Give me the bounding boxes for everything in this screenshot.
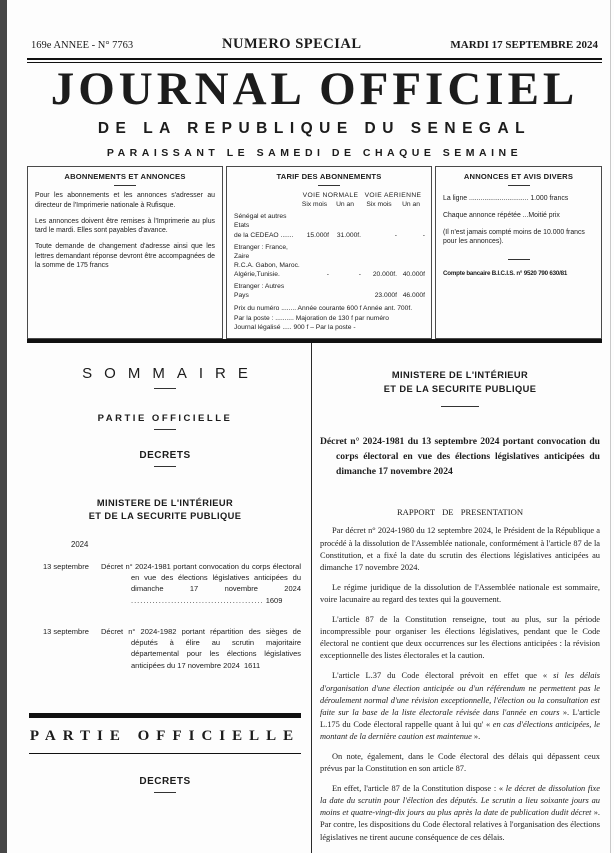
article-ministry-heading: MINISTERE DE L'INTÉRIEUR ET DE LA SECURITE PUBLIQUE xyxy=(383,370,537,394)
divider-dash xyxy=(154,792,176,793)
article-paragraph: Par décret n° 2024-1980 du 12 septembre 2024, le Président de la République a procédé à la dissolution de l'Assemblée nationale, conformément à l'article 87 de la Constitution, et a fixé la date du scrutin des élections législatives anticipées au dimanche 17 novembre 2024. xyxy=(320,526,600,572)
divider-dash xyxy=(508,185,530,186)
divider-dash xyxy=(441,406,479,407)
abonnements-paragraph: Toute demande de changement d'adresse ainsi que les lettres demandant réponse devront être accompagnées de la somme de 175 francs xyxy=(35,242,215,270)
col-voie-normale: VOIE NORMALE xyxy=(302,192,359,200)
tarif-row xyxy=(234,212,424,239)
divider-dash xyxy=(318,185,340,186)
issue-date: MARDI 17 SEPTEMBRE 2024 xyxy=(450,39,598,51)
tarif-box xyxy=(226,166,432,339)
tarif-value: 20.000f. xyxy=(372,270,397,278)
sub-six-mois: Six mois xyxy=(366,201,392,209)
journal-subtitle: DE LA REPUBLIQUE DU SENEGAL xyxy=(97,120,532,138)
entry-text: Décret n° 2024-1981 portant convocation du corps électoral en vue des élections législatives anticipées du dimanche 17 novembre 2024 ........................................... 1609 xyxy=(101,561,301,605)
journal-tagline: PARAISSANT LE SAMEDI DE CHAQUE SEMAINE xyxy=(106,147,523,160)
partie-officielle-label: PARTIE OFFICIELLE xyxy=(97,413,233,425)
annonces-line: Chaque annonce répétée ...Moitié prix xyxy=(443,212,560,219)
bank-account-line: Compte bancaire B.I.C.I.S. n° 9520 790 630/81 xyxy=(443,269,568,277)
tarif-column-headers xyxy=(234,191,424,209)
decree-title: Décret n° 2024-1981 du 13 septembre 2024 portant convocation du corps électoral en vue des élections législatives anticipées du dimanche 17 novembre 2024 xyxy=(320,435,600,477)
tarif-title: TARIF DES ABONNEMENTS xyxy=(276,172,382,182)
sub-un-an: Un an xyxy=(402,201,420,209)
article-paragraph: L'article L.37 du Code électoral prévoit en effet que « si les délais d'organisation d'une élection anticipée ou d'un référendum ne permettent pas le déroulement normal d'une révision exceptionnelle, l'élection ou la consultation est faite sur la base de la liste électorale révisée dans l'année en cours ». L'article L.175 du Code électoral rappelle quant à lui qu' « en cas d'élections anticipées, le montant de la dernière caution est maintenue ». xyxy=(320,671,601,741)
tarif-value: - xyxy=(326,270,329,278)
tarif-extra-line: Par la poste : .......... Majoration de 130 f par numéro xyxy=(234,314,390,322)
info-boxes-row xyxy=(27,166,602,339)
article-paragraph: Le régime juridique de la dissolution de l'Assemblée nationale est sommaire, voire lacunaire au regard des textes qui la gouvernent. xyxy=(320,582,600,604)
scan-edge-right xyxy=(610,0,611,853)
tarif-row xyxy=(234,282,424,300)
sommaire-entry xyxy=(29,626,301,671)
article-paragraph: On note, également, dans le Code électoral des délais qui dépassent ceux prévus par la Constitution en son article 87. xyxy=(320,751,600,774)
abonnements-paragraph: Pour les abonnements et les annonces s'adresser au directeur de l'Imprimerie nationale à Rufisque. xyxy=(35,192,215,209)
sommaire-ministry-heading: MINISTERE DE L'INTÉRIEUR ET DE LA SECURITE PUBLIQUE xyxy=(88,498,242,522)
abonnements-paragraph: Les annonces doivent être remises à l'Imprimerie au plus tard le mardi. Elles sont payables d'avance. xyxy=(35,217,215,235)
tarif-value: 31.000f. xyxy=(336,231,361,239)
annonces-line: La ligne ............................... 1.000 francs xyxy=(443,195,569,203)
col-voie-aerienne: VOIE AERIENNE xyxy=(364,192,422,200)
divider-dash xyxy=(154,429,176,430)
rapport-presentation-heading: RAPPORT DE PRESENTATION xyxy=(396,507,524,518)
article-column xyxy=(312,343,602,853)
divider-dash xyxy=(154,388,176,389)
tarif-extra-line: Journal légalisé ..... 900 f – Par la poste - xyxy=(234,324,356,332)
entry-date: 13 septembre xyxy=(43,561,89,571)
sommaire-year: 2024 xyxy=(71,539,89,549)
sub-six-mois: Six mois xyxy=(301,201,328,209)
edition-info: 169e ANNEE - N° 7763 xyxy=(31,40,134,51)
tarif-value: 46.000f xyxy=(402,291,425,299)
tarif-row-label: Sénégal et autres Etats de la CEDEAO ....... xyxy=(234,213,294,239)
entry-page-number: 1611 xyxy=(244,660,261,670)
sub-un-an: Un an xyxy=(336,201,354,209)
tarif-value: - xyxy=(358,270,361,278)
partie-officielle-heading: PARTIE OFFICIELLE xyxy=(29,727,301,744)
divider-dash xyxy=(508,259,530,260)
tarif-value: 23.000f xyxy=(374,291,397,299)
scan-edge-left xyxy=(0,0,7,853)
annonces-title: ANNONCES ET AVIS DIVERS xyxy=(463,172,574,182)
page-content xyxy=(27,0,602,853)
decrets-heading: DECRETS xyxy=(139,775,191,787)
entry-date: 13 septembre xyxy=(43,626,89,636)
abonnements-box xyxy=(27,166,223,339)
tarif-row-label: Etranger : Autres Pays xyxy=(234,282,285,299)
partie-officielle-double-rule xyxy=(29,713,301,718)
partie-officielle-underline xyxy=(29,753,301,754)
sommaire-entry xyxy=(29,561,301,606)
two-column-body xyxy=(27,343,602,853)
journal-title: JOURNAL OFFICIEL xyxy=(50,63,579,115)
tarif-value: - xyxy=(394,231,397,239)
numero-special: NUMERO SPECIAL xyxy=(222,36,362,52)
entry-page-number: 1609 xyxy=(265,595,283,605)
entry-text: Décret n° 2024-1982 portant répartition des sièges de députés à élire au scrutin majoritaire départemental pour les élections législatives anticipées du 17 novembre 2024 1611 xyxy=(101,626,301,670)
decrets-label: DECRETS xyxy=(139,450,191,462)
dotted-leader: ........................................... xyxy=(131,595,264,605)
tarif-extra-line: Prix du numéro ........ Année courante 600 f Année ant. 700f. xyxy=(234,304,413,312)
tarif-value: 15.000f xyxy=(306,231,329,239)
divider-dash xyxy=(114,185,136,186)
tarif-value: 40.000f xyxy=(402,270,425,278)
article-paragraph: En effet, l'article 87 de la Constitution dispose : « le décret de dissolution fixe la date du scrutin pour l'élection des députés. Le scrutin a lieu soixante jours au moins et quatre-vingt-dix jours au plus après la date de publication dudit décret ». Par contre, les dispositions du Code électoral relatives à l'organisation des élections législatives ne tirent aucune conséquence de ces délais. xyxy=(320,784,600,842)
tarif-row-label: Etranger : France, Zaire R.C.A. Gabon, Maroc. Algérie,Tunisie. xyxy=(234,243,300,278)
abonnements-title: ABONNEMENTS ET ANNONCES xyxy=(64,172,186,182)
annonces-box xyxy=(435,166,602,339)
article-paragraph: L'article 87 de la Constitution renseigne, tout au plus, sur la période incompressible pour organiser les élections législatives, pendant que le Code électoral ne contient que deux occurrences sur les élections anticipées : la révision exceptionnelle des listes électorales et la caution. xyxy=(320,615,600,661)
divider-dash xyxy=(154,466,176,467)
tarif-value: - xyxy=(422,231,425,239)
tarif-row xyxy=(234,243,424,279)
masthead-row xyxy=(31,36,598,53)
sommaire-title: SOMMAIRE xyxy=(82,365,260,383)
sommaire-column xyxy=(27,343,311,853)
annonces-line: (Il n'est jamais compté moins de 10.000 francs pour les annonces). xyxy=(443,228,585,246)
